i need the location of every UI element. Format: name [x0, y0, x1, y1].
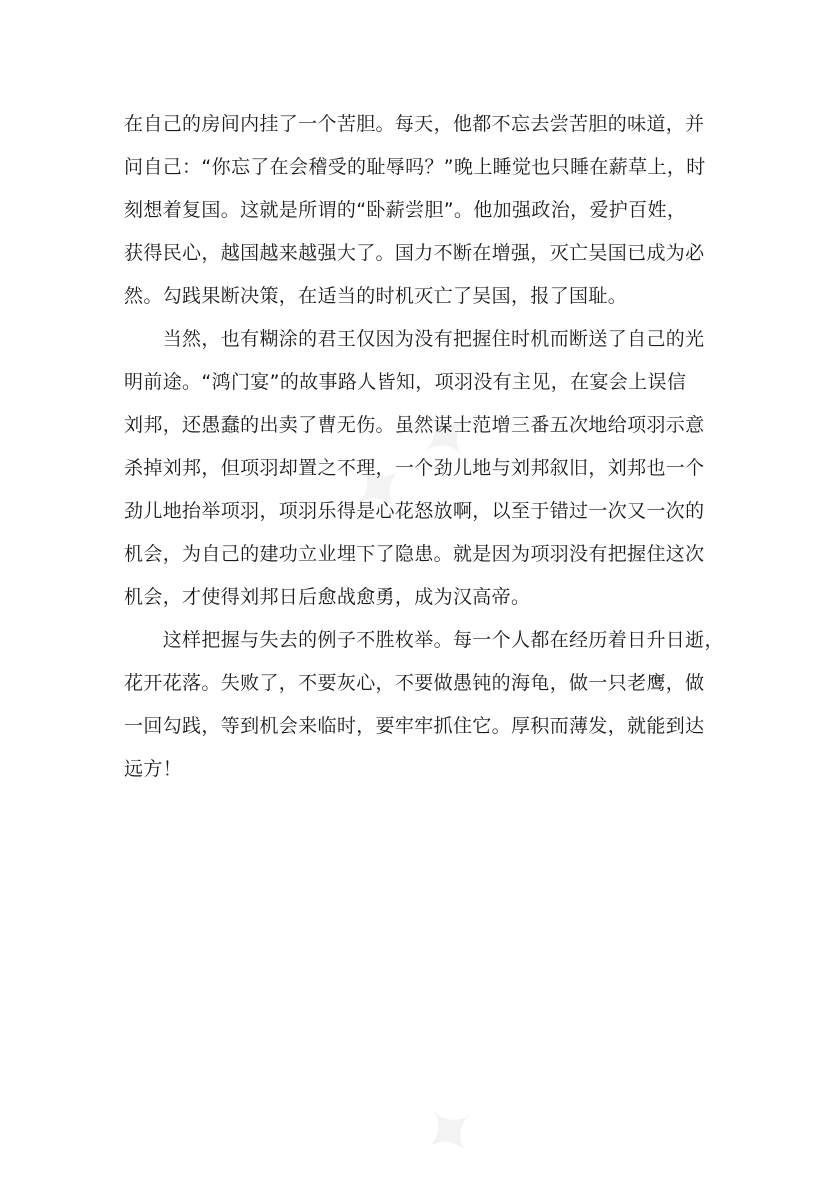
text-line: 一回勾践，等到机会来临时，要牢牢抓住它。厚积而薄发，就能到达 [124, 715, 705, 737]
watermark-logo: ✦ ✦ [329, 384, 497, 540]
text-line: 杀掉刘邦，但项羽却置之不理，一个劲儿地与刘邦叙旧，刘邦也一个 [124, 457, 705, 479]
watermark-logo: ✦ [400, 1080, 500, 1184]
text-line: 获得民心，越国越来越强大了。国力不断在增强，灭亡吴国已成为必 [124, 242, 705, 264]
text-line: 刘邦，还愚蠢的出卖了曹无伤。虽然谋士范增三番五次地给项羽示意 [124, 414, 705, 436]
essay-text [124, 103, 724, 791]
text-line: 问自己：“你忘了在会稽受的耻辱吗？”晚上睡觉也只睡在薪草上，时 [124, 156, 706, 178]
text-line: 劲儿地抬举项羽，项羽乐得是心花怒放啊，以至于错过一次又一次的 [124, 500, 705, 522]
text-line: 远方！ [124, 758, 183, 780]
text-line: 然。勾践果断决策，在适当的时机灭亡了吴国，报了国耻。 [124, 285, 628, 307]
text-line: 在自己的房间内挂了一个苦胆。每天，他都不忘去尝苦胆的味道，并 [124, 113, 705, 135]
text-line: 刻想着复国。这就是所谓的“卧薪尝胆”。他加强政治，爱护百姓， [124, 199, 687, 221]
text-line: 当然，也有糊涂的君王仅因为没有把握住时机而断送了自己的光 [124, 328, 705, 350]
text-line: 机会，才使得刘邦日后愈战愈勇，成为汉高帝。 [124, 586, 531, 608]
text-line: 花开花落。失败了，不要灰心，不要做愚钝的海龟，做一只老鹰，做 [124, 672, 705, 694]
text-line: 明前途。“鸿门宴”的故事路人皆知，项羽没有主见，在宴会上误信 [124, 371, 687, 393]
text-line: 这样把握与失去的例子不胜枚举。每一个人都在经历着日升日逝， [124, 629, 724, 651]
text-line: 机会，为自己的建功立业埋下了隐患。就是因为项羽没有把握住这次 [124, 543, 705, 565]
